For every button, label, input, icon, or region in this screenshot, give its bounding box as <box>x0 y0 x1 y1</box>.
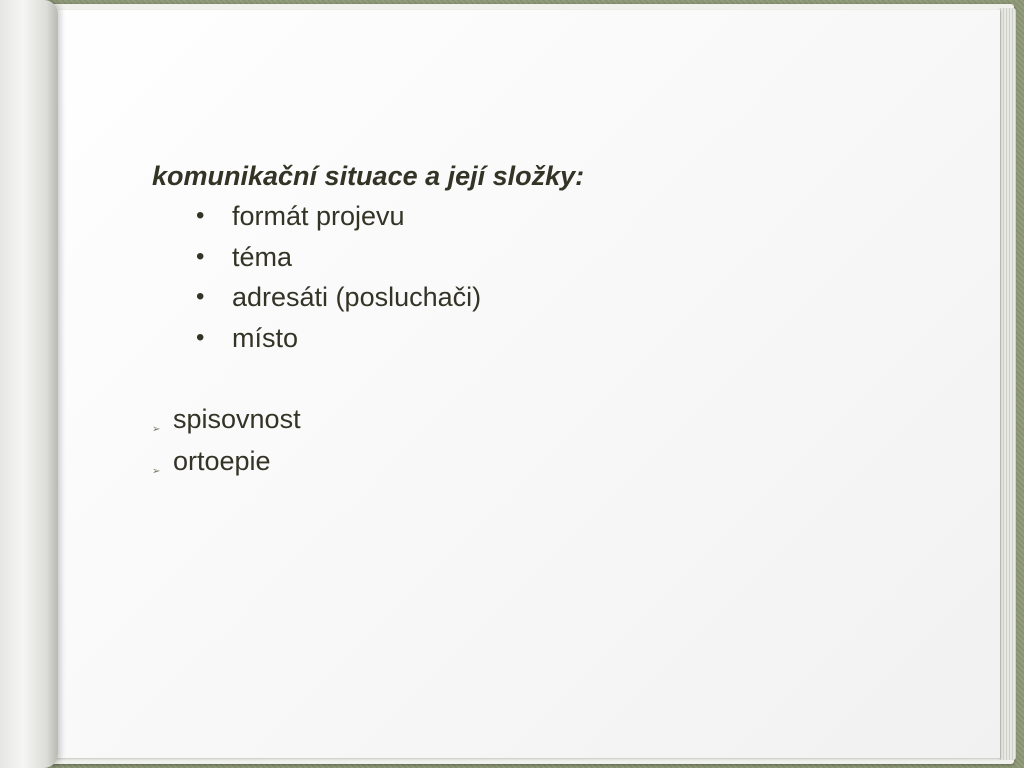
bullet-list <box>152 196 584 358</box>
bullet-icon: • <box>196 202 205 229</box>
arrow-bullet-icon: ➢ <box>152 424 161 435</box>
arrow-list <box>152 398 584 482</box>
list-item <box>196 277 584 318</box>
list-item <box>152 398 584 440</box>
list-item <box>196 237 584 278</box>
list-item <box>196 196 584 237</box>
list-item-text: adresáti (posluchači) <box>232 282 482 312</box>
list-item <box>196 318 584 359</box>
list-item-text: téma <box>232 241 293 272</box>
notebook-binding-curl <box>0 0 58 768</box>
slide-heading: komunikační situace a její složky: <box>152 161 585 191</box>
list-item-text: místo <box>232 322 299 353</box>
list-item <box>152 440 584 482</box>
list-item-text: spisovnost <box>173 404 301 434</box>
list-item-text: ortoepie <box>173 446 271 476</box>
slide-content <box>152 156 584 482</box>
arrow-bullet-icon: ➢ <box>152 466 161 477</box>
list-item-text: formát projevu <box>232 201 405 231</box>
bullet-icon: • <box>196 283 205 310</box>
bullet-icon: • <box>196 323 205 351</box>
notebook-page-edges <box>998 8 1016 760</box>
spacer <box>152 358 584 398</box>
bullet-icon: • <box>196 242 205 270</box>
